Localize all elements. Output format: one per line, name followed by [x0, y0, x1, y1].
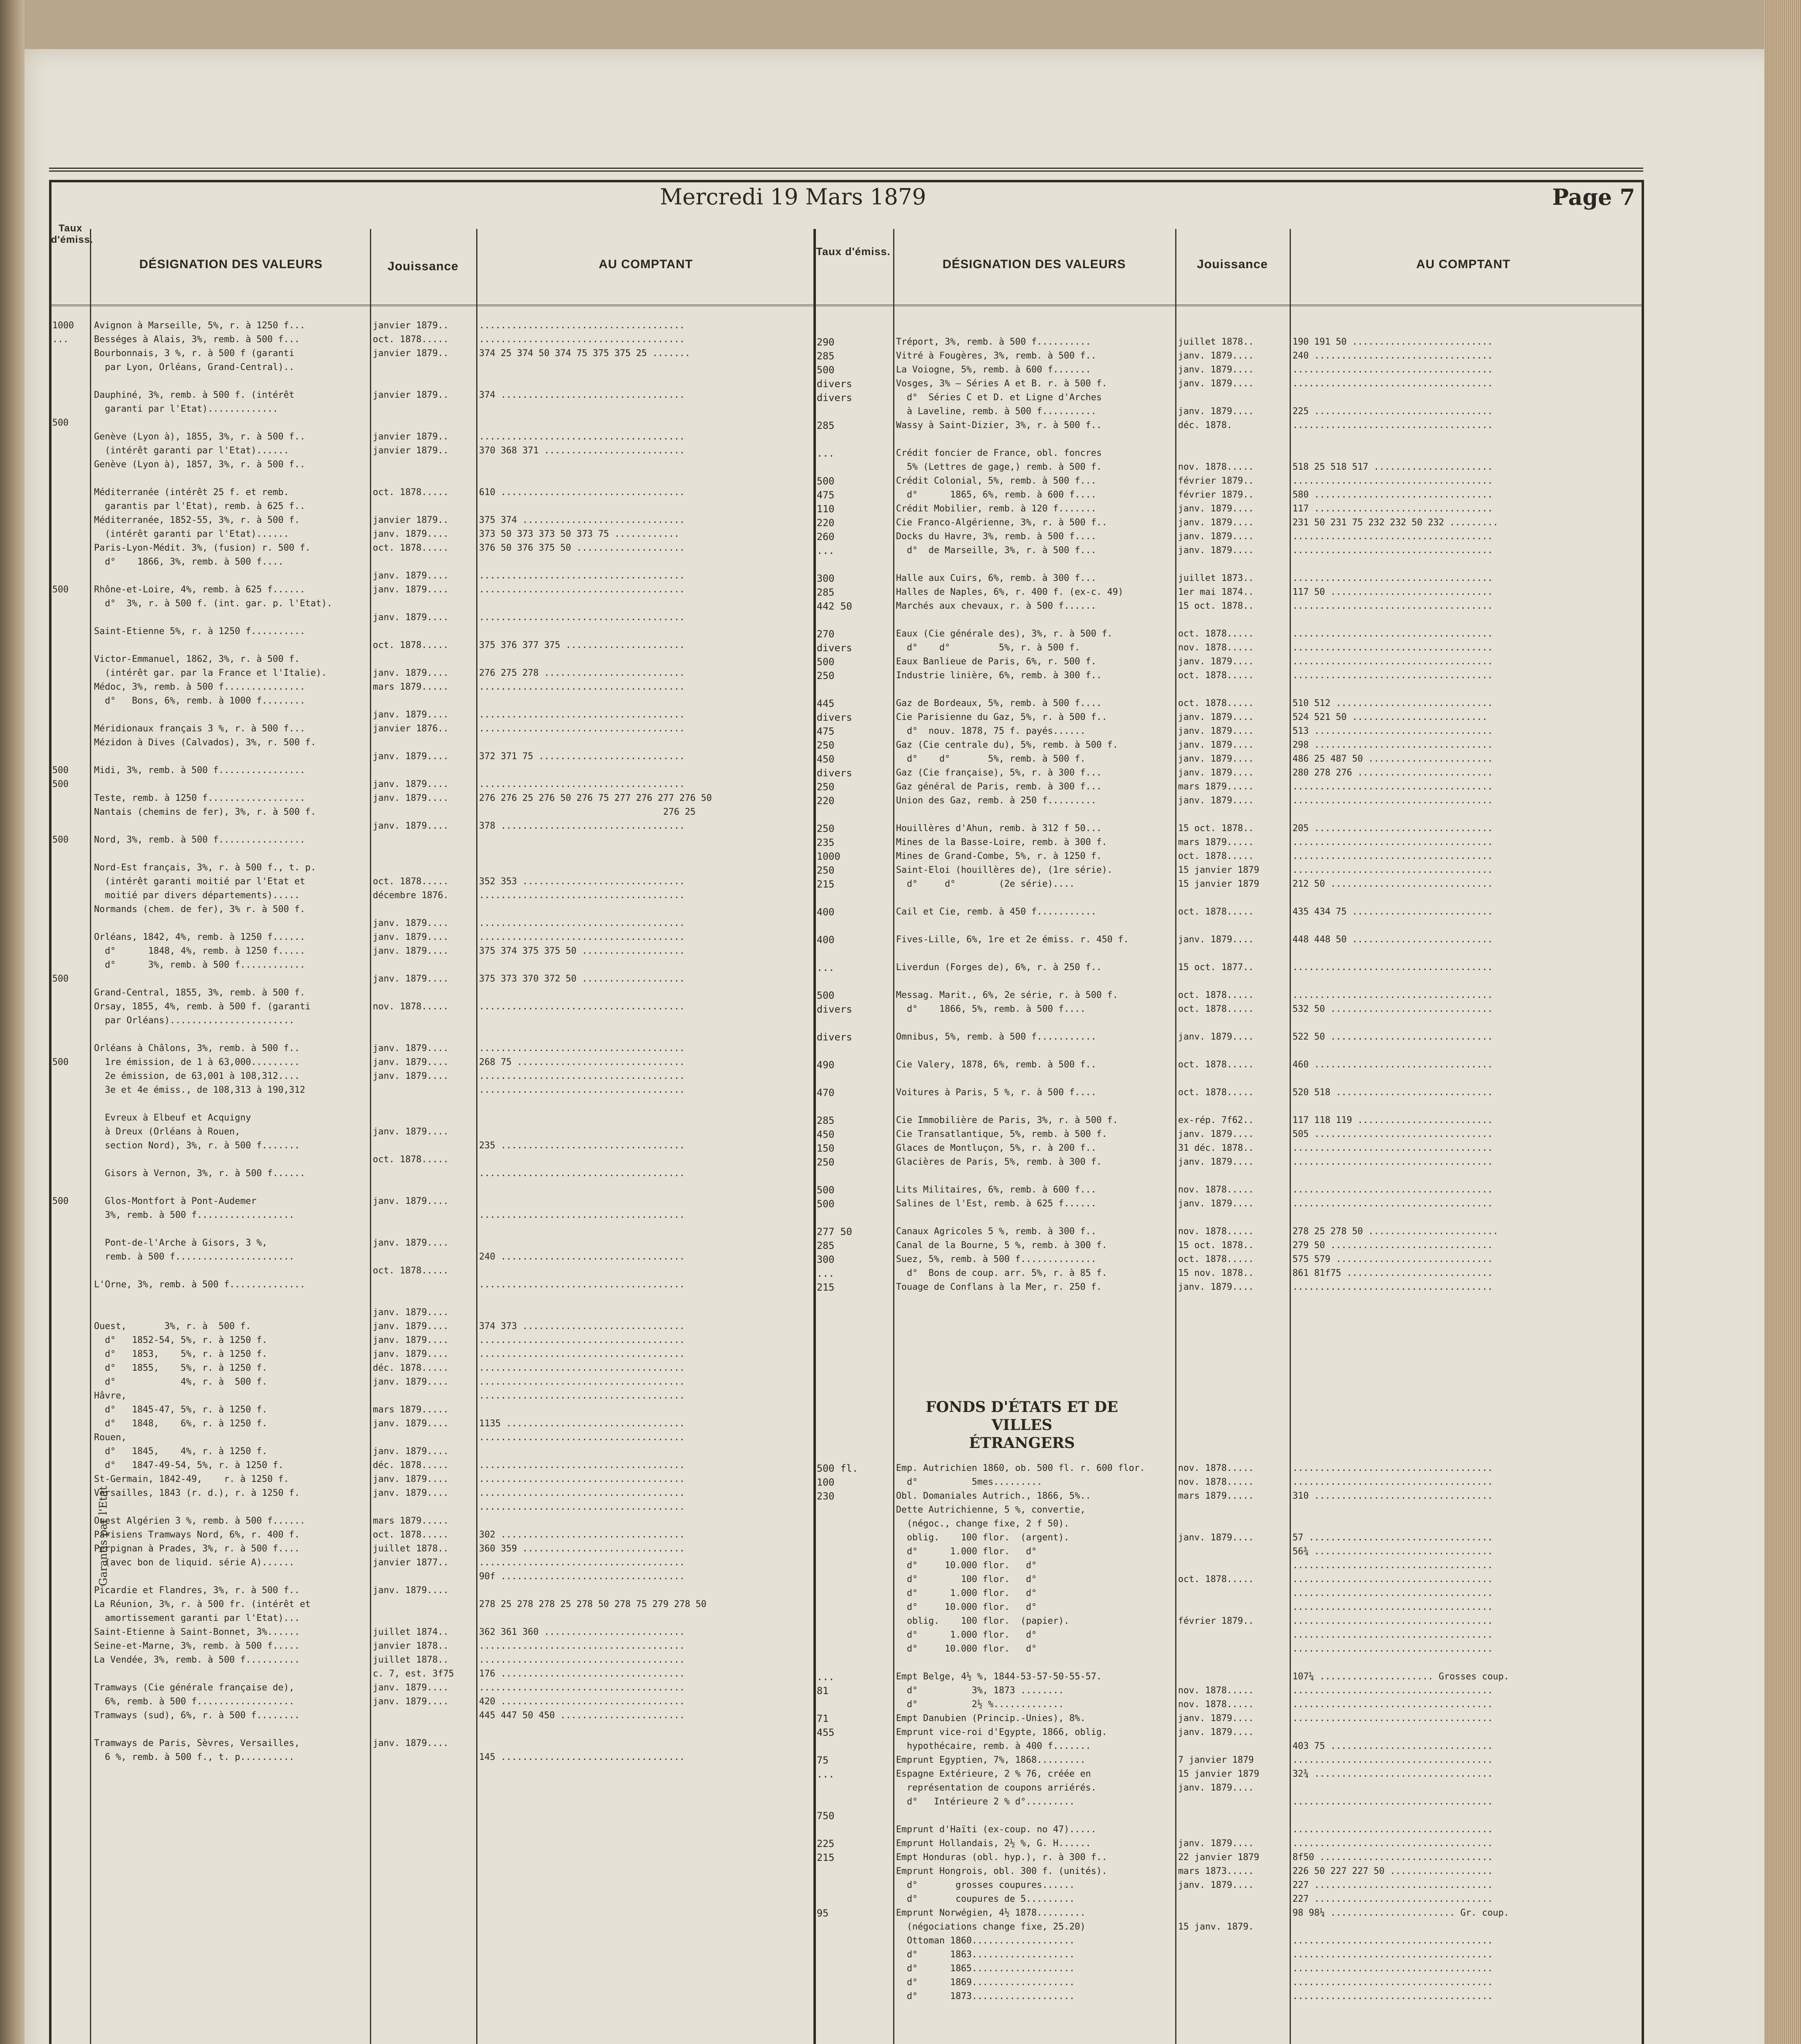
ouest-guarantee-label: Garantis par l'Etat [97, 1486, 110, 1586]
left-designation-header: DÉSIGNATION DES VALEURS [139, 258, 323, 271]
col-rule [90, 229, 91, 2044]
col-rule [1175, 229, 1176, 2044]
header-bottom-rule [49, 305, 1643, 306]
header-rule [49, 168, 1643, 176]
left-taux-header: Taux d'émiss. [51, 223, 94, 245]
page-number: Page 7 [1552, 184, 1635, 210]
foreign-jouissance-column: nov. 1878..... nov. 1878..... mars 1879..... janv. 1879.... oct. 1878..... février 1879.. nov. 1878..... nov. 1878..... janv. 1879.... janv. 1879.... 7 janvier 1879 15 janvier 1879 janv. 1879.... janv. 1879.... 22 janvier 1879 mars 1873..... janv. 1879.... 15 janv. 1879. [1178, 1463, 1259, 1932]
right-designation-column: Tréport, 3%, remb. à 500 f.......... Vitré à Fougères, 3%, remb. à 500 f.. La Voiogne, 5%, remb. à 600 f....... Vosges, 3% — Séries A et B. r. à 500 f. d° Séries C et D. et Ligne d'Arches à Laveline, remb. à 500 f.......... Wassy à Saint-Dizier, 3%, r. à 500 f.. Crédit foncier de France, obl. foncres 5% (Lettres de gage,) remb. à 500 f. Crédit Colonial, 5%, remb. à 500 f... d° 1865, 6%, remb. à 600 f.... Crédit Mobilier, remb. à 120 f....... Cie Franco-Algérienne, 3%, r. à 500 f.. Docks du Havre, 3%, remb. à 500 f.... d° de Marseille, 3%, r. à 500 f... Halle aux Cuirs, 6%, remb. à 300 f... Halles de Naples, 6%, r. 400 f. (ex-c. 49) Marchés aux chevaux, r. à 500 f...... Eaux (Cie générale des), 3%, r. à 500 f. d° d° 5%, r. à 500 f. Eaux Banlieue de Paris, 6%, r. 500 f. Industrie linière, 6%, remb. à 300 f.. Gaz de Bordeaux, 5%, remb. à 500 f.... Cie Parisienne du Gaz, 5%, r. à 500 f.. d° nouv. 1878, 75 f. payés...... Gaz (Cie centrale du), 5%, remb. à 500 f. d° d° 5%, remb. à 500 f. Gaz (Cie française), 5%, r. à 300 f... Gaz général de Paris, remb. à 300 f... Union des Gaz, remb. à 250 f......... Houillères d'Ahun, remb. à 312 f 50... Mines de la Basse-Loire, remb. à 300 f. Mines de Grand-Combe, 5%, r. à 1250 f. Saint-Eloi (houillères de), (1re série). d° d° (2e série).... Cail et Cie, remb. à 450 f........... Fives-Lille, 6%, 1re et 2e émiss. r. 450 f. Liverdun (Forges de), 6%, r. à 250 f.. Messag. Marit., 6%, 2e série, r. à 500 f. d° 1866, 5%, remb. à 500 f.... Omnibus, 5%, remb. à 500 f........... Cie Valery, 1878, 6%, remb. à 500 f.. Voitures à Paris, 5 %, r. à 500 f.... Cie Immobilière de Paris, 3%, r. à 500 f. Cie Transatlantique, 5%, remb. à 500 f. Glaces de Montluçon, 5%, r. à 200 f.. Glacières de Paris, 5%, remb. à 300 f. Lits Militaires, 6%, remb. à 600 f... Salines de l'Est, remb. à 625 f...... Canaux Agricoles 5 %, remb. à 300 f.. Canal de la Bourne, 5 %, remb. à 300 f. Suez, 5%, remb. à 500 f.............. d° Bons de coup. arr. 5%, r. à 85 f. Touage de Conflans à la Mer, r. 250 f. [896, 337, 1129, 1292]
foreign-taux-column: 500 fl. 100 230 ... 81 71 455 75 ... 750 225 215 95 [817, 1463, 858, 1919]
page-date: Mercredi 19 Mars 1879 [660, 184, 926, 210]
right-comptant-column: 190 191 50 .......................... 240 ................................. ..................................... ..................................... 225 ................................. ..................................... 518 25 518 517 ...................... ..................................... 580 ................................. 117 ................................. 231 50 231 75 232 232 50 232 ......... ..................................... ..................................... ..................................... 117 50 .............................. ..................................... ..................................... ..................................... ..................................... ..................................... 510 512 ............................. 524 521 50 ......................... 513 ................................. 298 ................................. 486 25 487 50 ....................... 280 278 276 ......................... ..................................... ..................................... 205 ................................. ..................................... ..................................... ..................................... 212 50 .............................. 435 434 75 .......................... 448 448 50 .......................... ..................................... ..................................... 532 50 .............................. 522 50 .............................. 460 ................................. 520 518 ............................. 117 118 119 ......................... 505 ................................. ..................................... ..................................... ..................................... ..................................... 278 25 278 50 ........................ 279 50 .............................. 575 579 ............................. 861 81f75 ........................... ..................................... [1293, 337, 1499, 1292]
center-rule [813, 229, 816, 2044]
right-taux-column: 290 285 500 divers divers 285 ... 500 475 110 220 260 ... 300 285 442 50 270 divers 500 250 445 divers 475 250 450 divers 250 220 250 235 1000 250 215 400 400 ... 500 divers divers 490 470 285 450 150 250 500 500 277 50 285 300 ... 215 [817, 336, 852, 1293]
right-jouissance-header: Jouissance [1197, 258, 1268, 271]
right-designation-header: DÉSIGNATION DES VALEURS [942, 258, 1126, 271]
page-stack-edge [1764, 0, 1801, 2044]
col-rule [1290, 229, 1291, 2044]
col-rule [476, 229, 477, 2044]
left-comptant-header: AU COMPTANT [598, 258, 693, 271]
book-binding [0, 0, 25, 2044]
left-jouissance-header: Jouissance [388, 260, 459, 273]
foreign-bonds-title: FONDS D'ÉTATS ET DE VILLES ÉTRANGERS [925, 1399, 1118, 1452]
left-taux-column: 1000 ... 500 500 500 500 500 500 500 500 [52, 320, 74, 1206]
col-rule [893, 229, 894, 2044]
left-comptant-column: ...................................... ...................................... 374 25 374 50 374 75 375 375 25 ....... 374 .................................. ...................................... 370 368 371 .......................... 610 .................................. 375 374 .............................. 373 50 373 373 50 373 75 ............ 376 50 376 375 50 .................... ...................................... ...................................... ...................................... 375 376 377 375 ...................... 276 275 278 .......................... ...................................... ...................................... ...................................... 372 371 75 ........................... ...................................... 276 276 25 276 50 276 75 277 276 277 276 50 276 25 378 .................................. 352 353 .............................. ...................................... ...................................... ...................................... 375 374 375 375 50 ................... 375 373 370 372 50 ................... ...................................... ...................................... 268 75 ............................... ...................................... ...................................... 235 .................................. ...................................... ...................................... 240 .................................. ...................................... 374 373 .............................. ...................................... ...................................... ...................................... ...................................... ...................................... 1135 ................................. ...................................... ...................................... ...................................... ...................................... ...................................... 302 .................................. 360 359 .............................. ...................................... 90f .................................. 278 25 278 278 25 278 50 278 75 279 278 50 362 361 360 .......................... ...................................... ...................................... 176 .................................. ...................................... 420 .................................. 445 447 50 450 ....................... 145 .................................. [479, 320, 712, 1762]
foreign-designation-column: Emp. Autrichien 1860, ob. 500 fl. r. 600 flor. d° 5mes......... Obl. Domaniales Autrich., 1866, 5%.. Dette Autrichienne, 5 %, convertie, (négoc., change fixe, 2 f 50). oblig. 100 flor. (argent). d° 1.000 flor. d° d° 10.000 flor. d° d° 100 flor. d° d° 1.000 flor. d° d° 10.000 flor. d° oblig. 100 flor. (papier). d° 1.000 flor. d° d° 10.000 flor. d° Empt Belge, 4½ %, 1844-53-57-50-55-57. d° 3%, 1873 ........ d° 2½ %............. Empt Danubien (Princip.-Unies), 8%. Emprunt vice-roi d'Egypte, 1866, oblig. hypothécaire, remb. à 400 f....... Emprunt Egyptien, 7%, 1868......... Espagne Extérieure, 2 % 76, créée en représentation de coupons arriérés. d° Intérieure 2 % d°......... Emprunt d'Haïti (ex-coup. no 47)..... Emprunt Hollandais, 2½ %, G. H...... Empt Honduras (obl. hyp.), r. à 300 f.. Emprunt Hongrois, obl. 300 f. (unités). d° grosses coupures...... d° coupures de 5......... Emprunt Norwégien, 4½ 1878......... (négociations change fixe, 25.20) Ottoman 1860................... d° 1863................... d° 1865................... d° 1869................... d° 1873................... [896, 1463, 1145, 2001]
foreign-comptant-column: ..................................... ..................................... 310 ................................. 57 .................................. 56¾ ................................. ..................................... ..................................... ..................................... ..................................... ..................................... ..................................... ..................................... 107¼ ..................... Grosses coup. ..................................... ..................................... ..................................... 403 75 .............................. ..................................... 32¾ ................................. ..................................... ..................................... ..................................... 8f50 ................................ 226 50 227 227 50 ................... 227 ................................. 227 ................................. 98 98¼ ....................... Gr. coup. ..................................... ..................................... ..................................... ..................................... ..................................... [1293, 1463, 1509, 2001]
right-comptant-header: AU COMPTANT [1416, 258, 1511, 271]
left-designation-column: Avignon à Marseille, 5%, r. à 1250 f... Bességes à Alais, 3%, remb. à 500 f... Bourbonnais, 3 %, r. à 500 f (garanti par Lyon, Orléans, Grand-Central).. Dauphiné, 3%, remb. à 500 f. (intérêt garanti par l'Etat)............. Genève (Lyon à), 1855, 3%, r. à 500 f.. (intérêt garanti par l'Etat)...... Genève (Lyon à), 1857, 3%, r. à 500 f.. Méditerranée (intérêt 25 f. et remb. garantis par l'Etat), remb. à 625 f.. Méditerranée, 1852-55, 3%, r. à 500 f. (intérêt garanti par l'Etat)...... Paris-Lyon-Médit. 3%, (fusion) r. 500 f. d° 1866, 3%, remb. à 500 f.... Rhône-et-Loire, 4%, remb. à 625 f...... d° 3%, r. à 500 f. (int. gar. p. l'Etat). Saint-Etienne 5%, r. à 1250 f.......... Victor-Emmanuel, 1862, 3%, r. à 500 f. (intérêt gar. par la France et l'Italie). Médoc, 3%, remb. à 500 f............... d° Bons, 6%, remb. à 1000 f........ Méridionaux français 3 %, r. à 500 f... Mézidon à Dives (Calvados), 3%, r. 500 f. Midi, 3%, remb. à 500 f................ Teste, remb. à 1250 f.................. Nantais (chemins de fer), 3%, r. à 500 f. Nord, 3%, remb. à 500 f................ Nord-Est français, 3%, r. à 500 f., t. p. (intérêt garanti moitié par l'Etat et moitié par divers départements)..... Normands (chem. de fer), 3% r. à 500 f. Orléans, 1842, 4%, remb. à 1250 f...... d° 1848, 4%, remb. à 1250 f..... d° 3%, remb. à 500 f............ Grand-Central, 1855, 3%, remb. à 500 f. Orsay, 1855, 4%, remb. à 500 f. (garanti par Orléans)....................... Orléans à Châlons, 3%, remb. à 500 f.. 1re émission, de 1 à 63,000......... 2e émission, de 63,001 à 108,312.... 3e et 4e émiss., de 108,313 à 190,312 Evreux à Elbeuf et Acquigny à Dreux (Orléans à Rouen, section Nord), 3%, r. à 500 f....... Gisors à Vernon, 3%, r. à 500 f...... Glos-Montfort à Pont-Audemer 3%, remb. à 500 f.................. Pont-de-l'Arche à Gisors, 3 %, remb. à 500 f...................... L'Orne, 3%, remb. à 500 f.............. Ouest, 3%, r. à 500 f. d° 1852-54, 5%, r. à 1250 f. d° 1853, 5%, r. à 1250 f. d° 1855, 5%, r. à 1250 f. d° 4%, r. à 500 f. Hâvre, d° 1845-47, 5%, r. à 1250 f. d° 1848, 6%, r. à 1250 f. Rouen, d° 1845, 4%, r. à 1250 f. d° 1847-49-54, 5%, r. à 1250 f. St-Germain, 1842-49, r. à 1250 f. Versailles, 1843 (r. d.), r. à 1250 f. Ouest Algérien 3 %, remb. à 500 f...... Parisiens Tramways Nord, 6%, r. 400 f. Perpignan à Prades, 3%, r. à 500 f.... (avec bon de liquid. série A)...... Picardie et Flandres, 3%, r. à 500 f.. La Réunion, 3%, r. à 500 fr. (intérêt et amortissement garanti par l'Etat)... Saint-Etienne à Saint-Bonnet, 3%...... Seine-et-Marne, 3%, remb. à 500 f..... La Vendée, 3%, remb. à 500 f.......... Tramways (Cie générale française de), 6%, remb. à 500 f.................. Tramways (sud), 6%, r. à 500 f........ Tramways de Paris, Sèvres, Versailles, 6 %, remb. à 500 f., t. p.......... [94, 320, 332, 1762]
right-taux-header: Taux d'émiss. [816, 245, 891, 258]
right-jouissance-column: juillet 1878.. janv. 1879.... janv. 1879.... janv. 1879.... janv. 1879.... déc. 1878. nov. 1878..... février 1879.. février 1879.. janv. 1879.... janv. 1879.... janv. 1879.... janv. 1879.... juillet 1873.. 1er mai 1874.. 15 oct. 1878.. oct. 1878..... nov. 1878..... janv. 1879.... oct. 1878..... oct. 1878..... janv. 1879.... janv. 1879.... janv. 1879.... janv. 1879.... janv. 1879.... mars 1879..... janv. 1879.... 15 oct. 1878.. mars 1879..... oct. 1878..... 15 janvier 1879 15 janvier 1879 oct. 1878..... janv. 1879.... 15 oct. 1877.. oct. 1878..... oct. 1878..... janv. 1879.... oct. 1878..... oct. 1878..... ex-rép. 7f62.. janv. 1879.... 31 déc. 1878.. janv. 1879.... nov. 1878..... janv. 1879.... nov. 1878..... 15 oct. 1878.. oct. 1878..... 15 nov. 1878.. janv. 1879.... [1178, 337, 1259, 1292]
left-jouissance-column: janvier 1879.. oct. 1878..... janvier 1879.. janvier 1879.. janvier 1879.. janvier 1879.. oct. 1878..... janvier 1879.. janv. 1879.... oct. 1878..... janv. 1879.... janv. 1879.... janv. 1879.... oct. 1878..... janv. 1879.... mars 1879..... janv. 1879.... janvier 1876.. janv. 1879.... janv. 1879.... janv. 1879.... janv. 1879.... oct. 1878..... décembre 1876. janv. 1879.... janv. 1879.... janv. 1879.... janv. 1879.... nov. 1878..... janv. 1879.... janv. 1879.... janv. 1879.... janv. 1879.... oct. 1878..... janv. 1879.... janv. 1879.... oct. 1878..... janv. 1879.... janv. 1879.... janv. 1879.... janv. 1879.... déc. 1878..... janv. 1879.... mars 1879..... janv. 1879.... janv. 1879.... déc. 1878..... janv. 1879.... janv. 1879.... mars 1879..... oct. 1878..... juillet 1878.. janvier 1877.. janv. 1879.... juillet 1874.. janvier 1878.. juillet 1878.. c. 7, est. 3f75 janv. 1879.... janv. 1879.... janv. 1879.... [373, 320, 454, 1748]
col-rule [370, 229, 371, 2044]
